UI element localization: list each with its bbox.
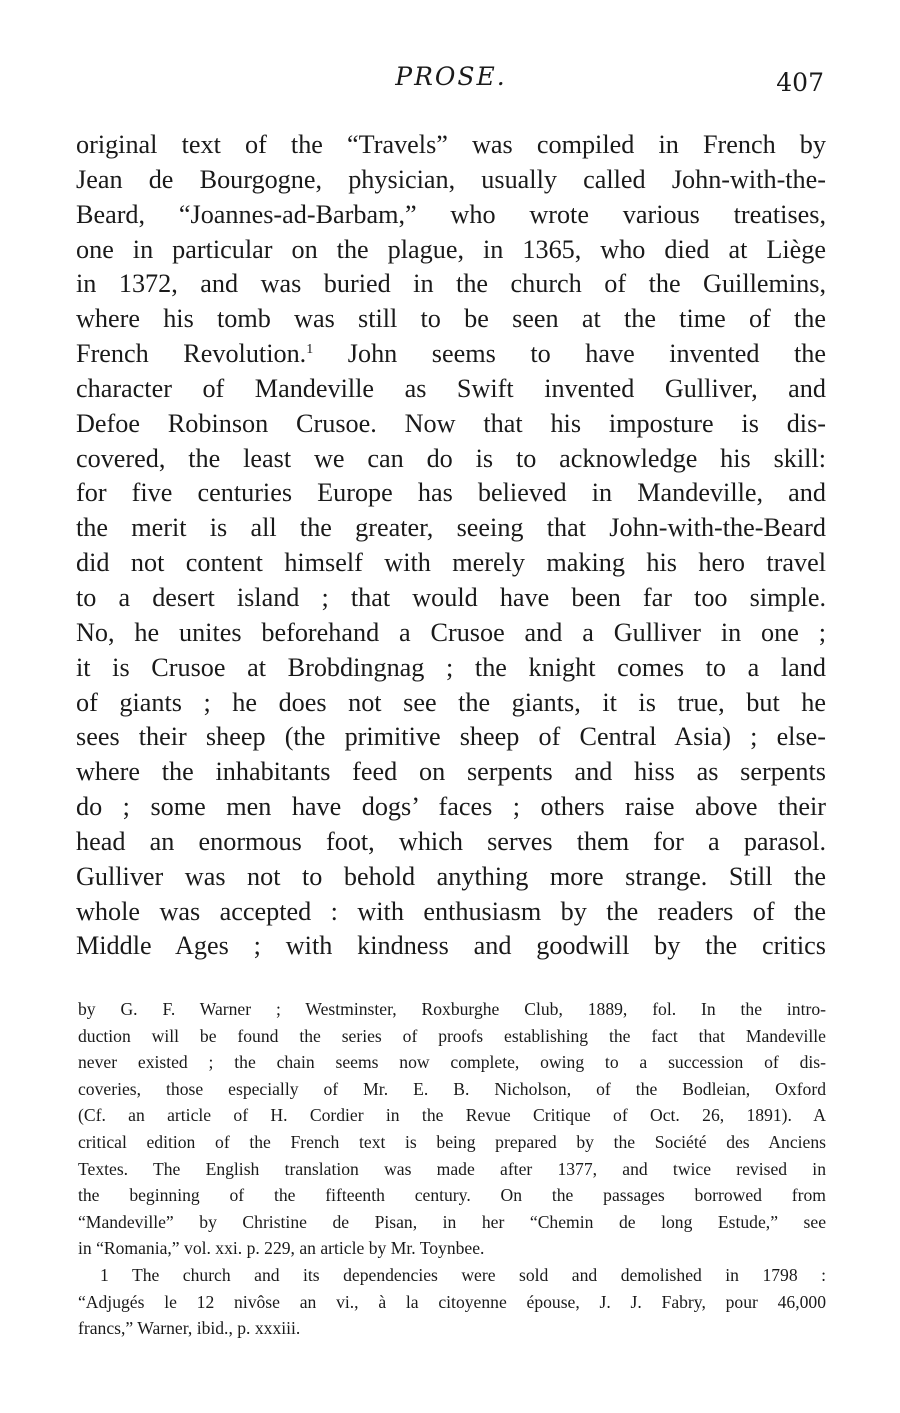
text-line: in 1372, and was buried in the church of the Guillemins, [76,269,826,299]
text-line: did not content himself with merely making his hero travel [76,548,826,578]
text-line: head an enormous foot, which serves them for a parasol. [76,826,826,856]
page-header [76,62,826,102]
footnote-1-line: “Adjugés le 12 nivôse an vi., à la citoyenne épouse, J. J. Fabry, pour 46,000 [78,1291,826,1312]
text-line-with-note [76,337,826,372]
text-fragment: French Revolution. [76,339,307,369]
text-line: to a desert island ; that would have been far too simple. [76,582,826,612]
text-fragment: John seems to have invented the [347,339,827,369]
text-line: one in particular on the plague, in 1365, who died at Liège [76,234,826,264]
footnote-line: the beginning of the fifteenth century. On the passages borrowed from [78,1185,826,1206]
footnotes [78,996,826,1342]
text-line: covered, the least we can do is to acknowledge his skill: [76,443,826,473]
footnote-line: duction will be found the series of proofs establishing the fact that Mandeville [78,1025,826,1046]
footnote-line: in “Romania,” vol. xxi. p. 229, an article by Mr. Toynbee. [78,1238,485,1259]
text-line: where the inhabitants feed on serpents and hiss as serpents [76,757,826,787]
text-line: original text of the “Travels” was compiled in French by [76,130,826,159]
text-line: it is Crusoe at Brobdingnag ; the knight comes to a land [76,652,826,682]
text-line: sees their sheep (the primitive sheep of Central Asia) ; else- [76,722,826,752]
text-line: for five centuries Europe has believed in Mandeville, and [76,478,826,508]
page-number: 407 [776,68,824,97]
footnote-line: “Mandeville” by Christine de Pisan, in her “Chemin de long Estude,” see [78,1211,826,1232]
text-line: whole was accepted : with enthusiasm by the readers of the [76,896,826,926]
footnote-line: by G. F. Warner ; Westminster, Roxburghe Club, 1889, fol. In the intro- [78,999,826,1019]
text-line: of giants ; he does not see the giants, it is true, but he [76,687,826,717]
text-line: where his tomb was still to be seen at the time of the [76,304,826,334]
text-line: do ; some men have dogs’ faces ; others raise above their [76,792,826,822]
footnote-reference: 1 [306,342,314,358]
text-line: Jean de Bourgogne, physician, usually called John-with-the- [76,164,826,194]
footnote-1-line: francs,” Warner, ibid., p. xxxiii. [78,1318,301,1339]
body-text [76,128,826,964]
text-line: No, he unites beforehand a Crusoe and a Gulliver in one ; [76,617,826,647]
text-line: Beard, “Joannes-ad-Barbam,” who wrote various treatises, [76,199,826,229]
text-line: Defoe Robinson Crusoe. Now that his imposture is dis- [76,408,826,438]
footnote-line: coveries, those especially of Mr. E. B. Nicholson, of the Bodleian, Oxford [78,1078,826,1099]
footnote-1-line: 1 The church and its dependencies were sold and demolished in 1798 : [100,1264,826,1285]
running-head: PROSE. [395,62,507,91]
footnote-line: (Cf. an article of H. Cordier in the Revue Critique of Oct. 26, 1891). A [78,1105,826,1126]
footnote-line: critical edition of the French text is being prepared by the Société des Anciens [78,1131,826,1152]
footnote-line: never existed ; the chain seems now complete, owing to a succession of dis- [78,1052,826,1073]
text-line: character of Mandeville as Swift invented Gulliver, and [76,373,826,403]
text-line: Middle Ages ; with kindness and goodwill by the critics [76,931,826,961]
text-line: the merit is all the greater, seeing that John-with-the-Beard [76,513,826,543]
footnote-line: Textes. The English translation was made after 1377, and twice revised in [78,1158,826,1179]
text-line: Gulliver was not to behold anything more strange. Still the [76,861,826,891]
